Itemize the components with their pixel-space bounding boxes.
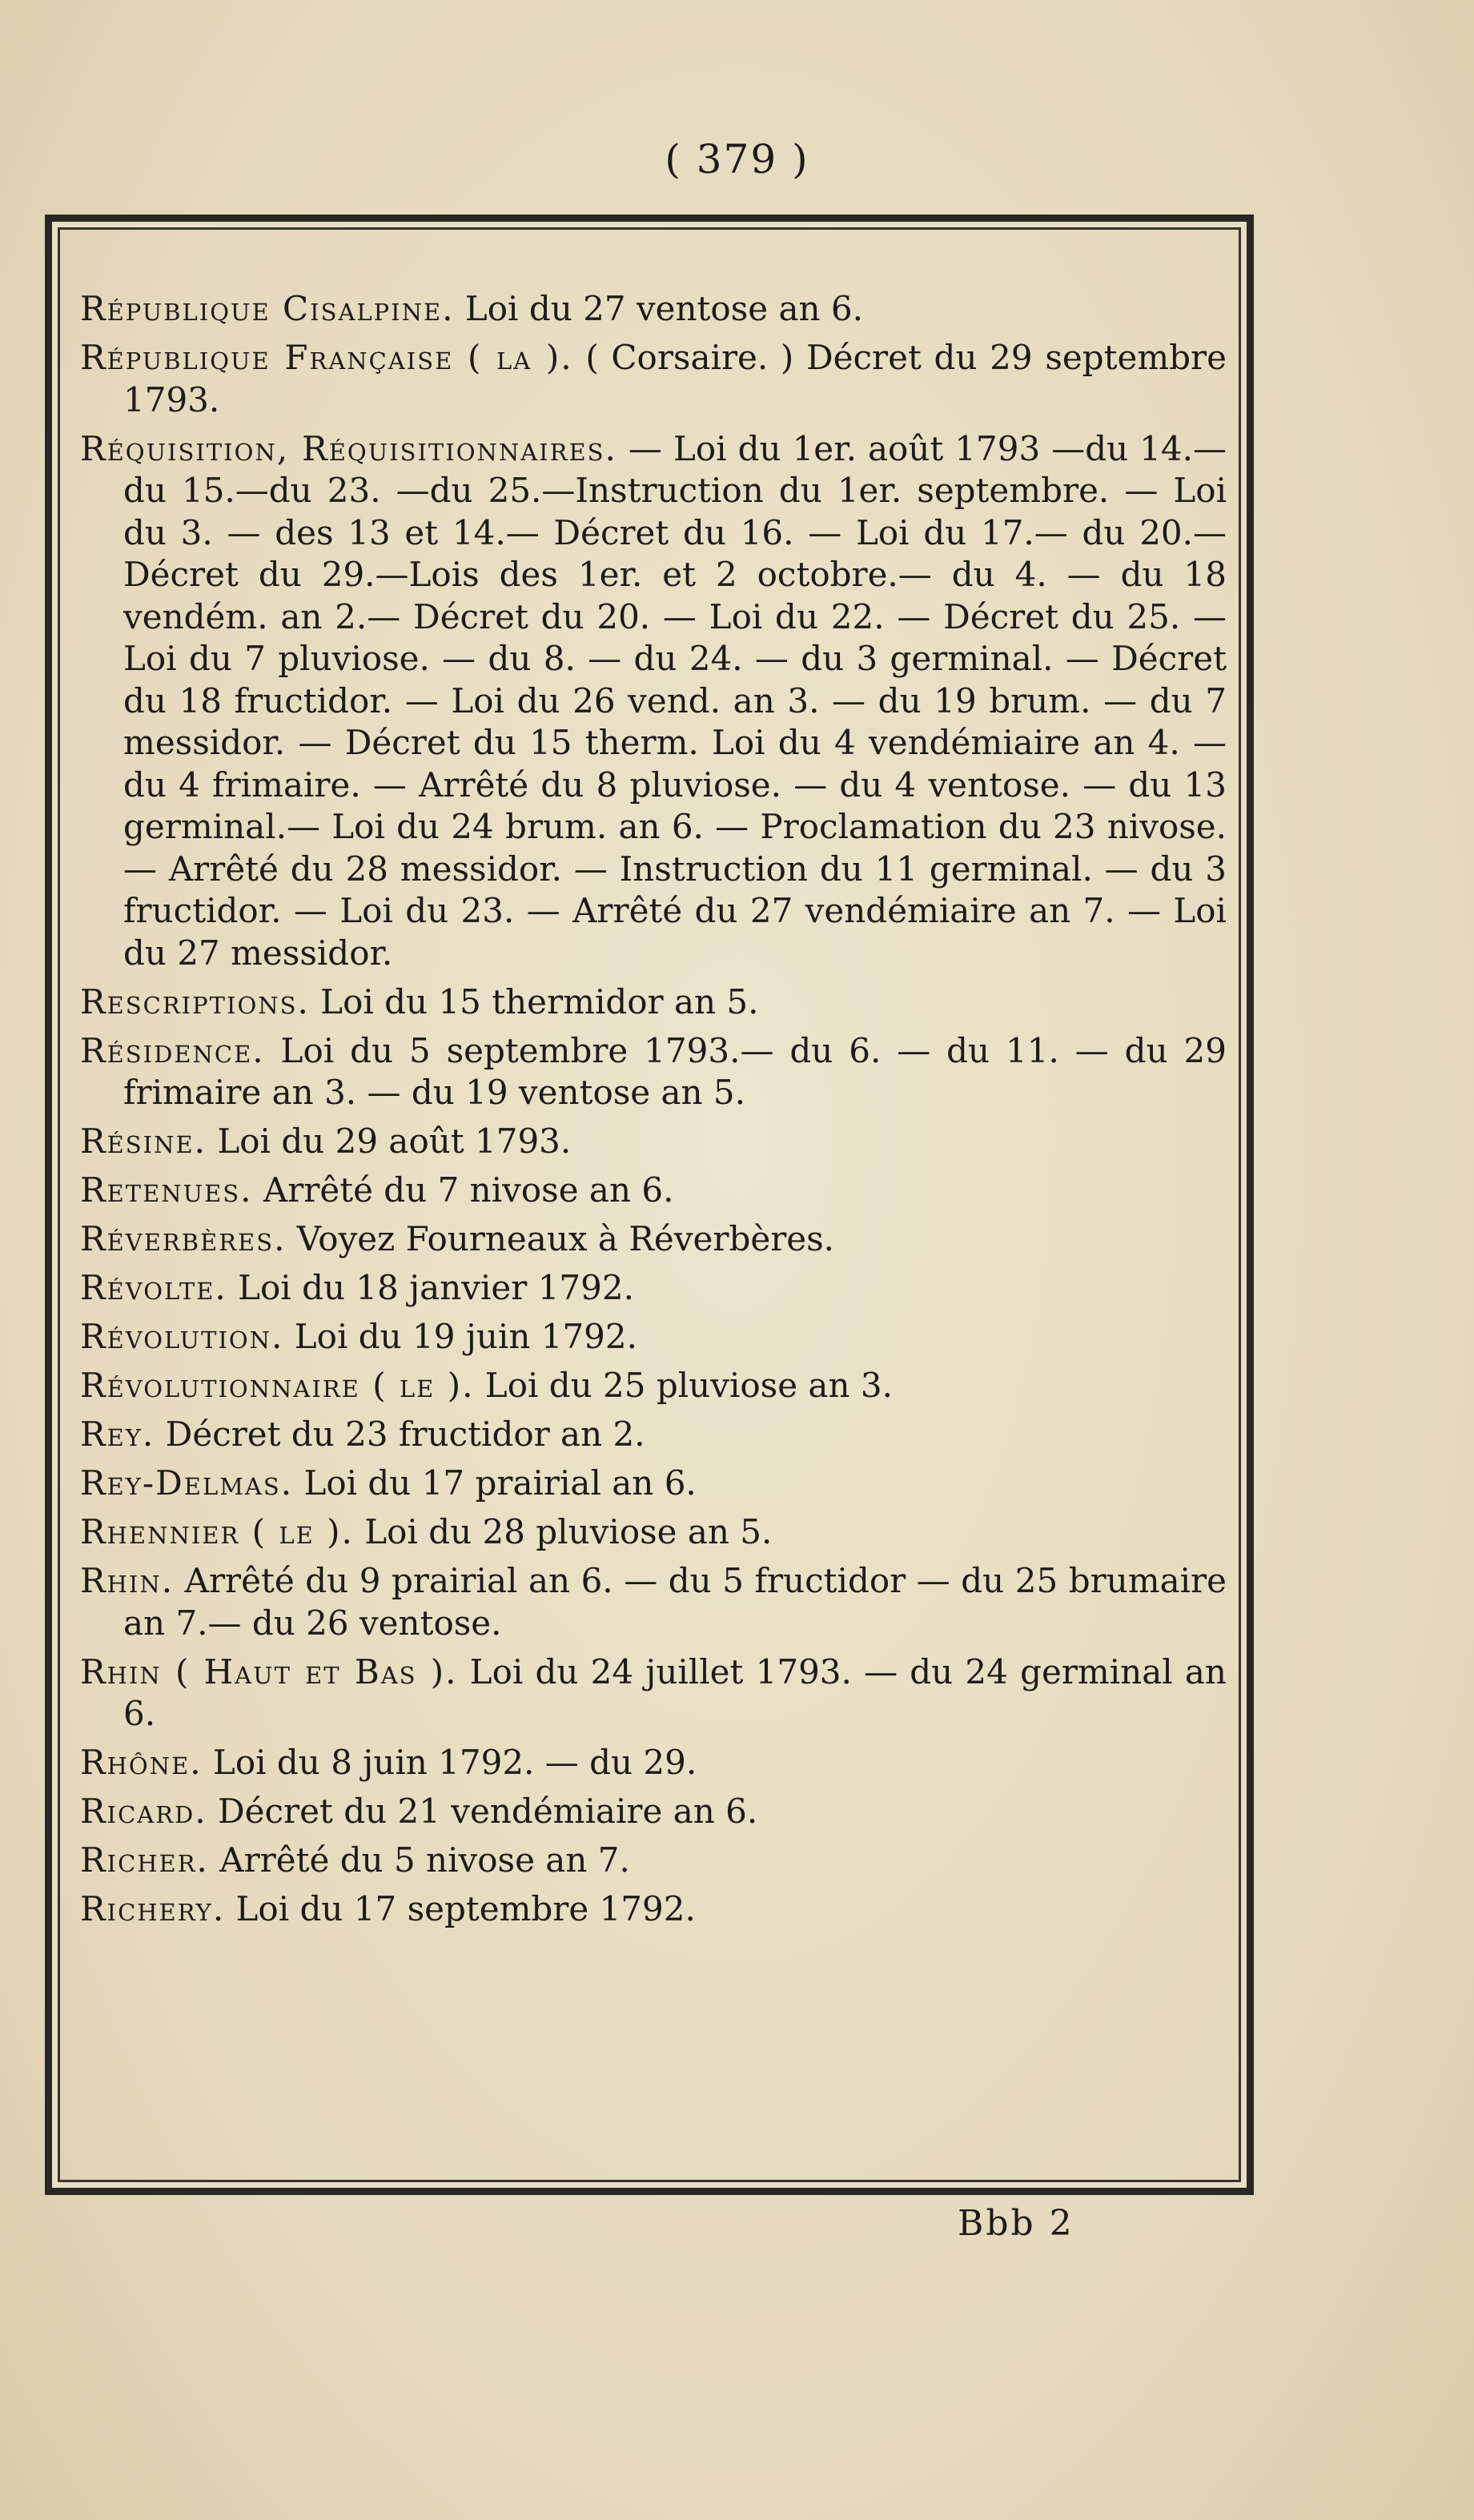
- entry-text: Voyez Fourneaux à Réverbères.: [286, 1219, 835, 1258]
- entry-heading: Rey-Delmas.: [80, 1463, 294, 1503]
- index-entry: [80, 1218, 1227, 1261]
- entry-heading: République Française ( la ).: [80, 338, 573, 377]
- entry-heading: Rescriptions.: [80, 981, 310, 1021]
- index-entry: [80, 1791, 1227, 1833]
- entry-heading: Révolution.: [80, 1317, 284, 1356]
- entry-text: Loi du 29 août 1793.: [207, 1122, 572, 1161]
- entry-heading: Retenues.: [80, 1170, 253, 1210]
- index-entry: [80, 1316, 1227, 1358]
- entry-heading: Rhin ( Haut et Bas ).: [80, 1651, 458, 1691]
- entry-text: Loi du 18 janvier 1792.: [227, 1268, 634, 1307]
- entry-heading: Rhône.: [80, 1743, 203, 1782]
- entry-text: — Loi du 1er. août 1793 —du 14.— du 15.—du 23. —du 25.—Instruction du 1er. septembre. — Loi du 3. — des 13 et 14.— Décret du 16. — Loi du 17.— du 20.—Décret du 29.—Lois des 1er. et 2 octobre.— du 4. — du 18 vendém. an 2.— Décret du 20. — Loi du 22. — Décret du 25. — Loi du 7 pluviose. — du 8. — du 24. — du 3 germinal. — Décret du 18 fructidor. — Loi du 26 vend. an 3. — du 19 brum. — du 7 messidor. — Décret du 15 therm. Loi du 4 vendémiaire an 4. — du 4 frimaire. — Arrêté du 8 pluviose. — du 4 ventose. — du 13 germinal.— Loi du 24 brum. an 6. — Proclamation du 23 nivose. — Arrêté du 28 messidor. — Instruction du 11 germinal. — du 3 fructidor. — Loi du 23. — Arrêté du 27 vendémiaire an 7. — Loi du 27 messidor.: [123, 428, 1227, 973]
- entry-heading: Rhennier ( le ).: [80, 1512, 354, 1551]
- index-entry: [80, 337, 1227, 421]
- entry-heading: Richer.: [80, 1840, 209, 1880]
- entry-heading: Rhin.: [80, 1561, 175, 1600]
- entry-text: Loi du 28 pluviose an 5.: [353, 1512, 773, 1551]
- entry-heading: Ricard.: [80, 1792, 207, 1831]
- index-entry: [80, 1170, 1227, 1212]
- signature-mark: Bbb 2: [958, 2203, 1074, 2244]
- index-entries: [80, 288, 1227, 1937]
- index-entry: [80, 981, 1227, 1024]
- entry-text: Loi du 5 septembre 1793.— du 6. — du 11. — du 29 frimaire an 3. — du 19 ventose an 5.: [123, 1030, 1227, 1112]
- entry-text: Loi du 27 ventose an 6.: [454, 289, 863, 328]
- index-entry: [80, 1463, 1227, 1505]
- entry-heading: République Cisalpine.: [80, 289, 455, 328]
- entry-text: Loi du 17 prairial an 6.: [293, 1463, 697, 1503]
- index-entry: [80, 1560, 1227, 1644]
- entry-text: Loi du 19 juin 1792.: [283, 1317, 637, 1356]
- entry-text: Loi du 24 juillet 1793. — du 24 germinal an 6.: [123, 1651, 1227, 1733]
- entry-heading: Résine.: [80, 1122, 207, 1161]
- index-entry: [80, 1651, 1227, 1736]
- index-entry: [80, 1365, 1227, 1407]
- entry-text: Arrêté du 5 nivose an 7.: [208, 1840, 630, 1880]
- index-entry: [80, 1742, 1227, 1784]
- index-entry: [80, 1414, 1227, 1456]
- entry-heading: Réverbères.: [80, 1219, 287, 1258]
- entry-text: ( Corsaire. ) Décret du 29 septembre 1793.: [123, 338, 1227, 419]
- entry-text: Loi du 15 thermidor an 5.: [309, 981, 759, 1021]
- entry-text: Loi du 25 pluviose an 3.: [474, 1366, 893, 1405]
- entry-text: Décret du 23 fructidor an 2.: [155, 1414, 645, 1454]
- page-number: ( 379 ): [665, 136, 809, 183]
- index-entry: [80, 1121, 1227, 1163]
- index-entry: [80, 1030, 1227, 1114]
- entry-heading: Rey.: [80, 1414, 155, 1454]
- entry-heading: Révolte.: [80, 1268, 227, 1307]
- entry-heading: Résidence.: [80, 1030, 265, 1070]
- index-entry: [80, 1840, 1227, 1882]
- entry-heading: Richery.: [80, 1889, 226, 1928]
- index-entry: [80, 1267, 1227, 1310]
- index-entry: [80, 1888, 1227, 1931]
- entry-text: Arrêté du 7 nivose an 6.: [252, 1170, 674, 1210]
- entry-text: Décret du 21 vendémiaire an 6.: [207, 1792, 758, 1831]
- entry-heading: Révolutionnaire ( le ).: [80, 1366, 475, 1405]
- entry-text: Loi du 17 septembre 1792.: [225, 1889, 696, 1928]
- index-entry: [80, 428, 1227, 975]
- entry-heading: Réquisition, Réquisitionnaires.: [80, 428, 617, 468]
- index-entry: [80, 288, 1227, 331]
- entry-text: Arrêté du 9 prairial an 6. — du 5 fructidor — du 25 brumaire an 7.— du 26 ventose.: [123, 1561, 1227, 1643]
- index-entry: [80, 1511, 1227, 1554]
- entry-text: Loi du 8 juin 1792. — du 29.: [202, 1743, 697, 1782]
